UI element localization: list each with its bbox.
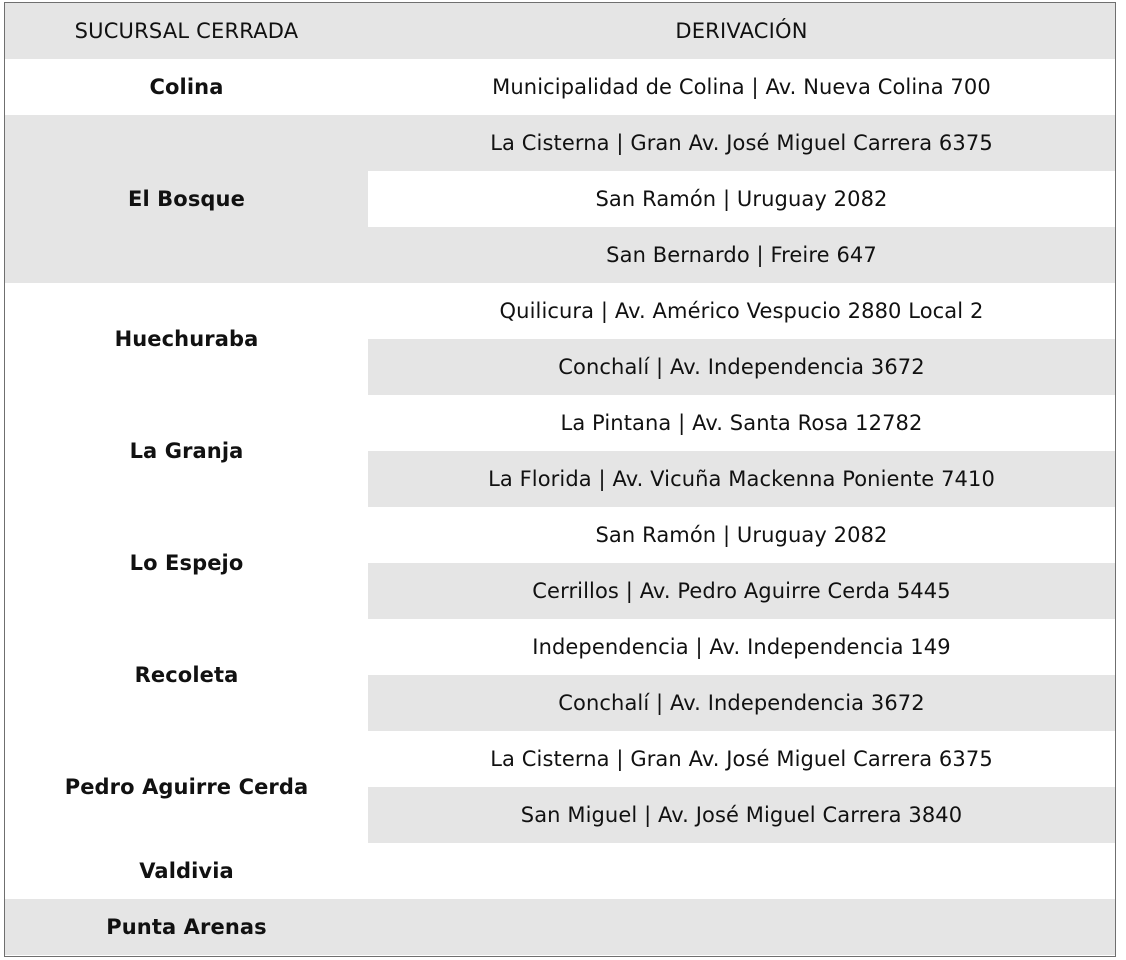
- derivation-address: Quilicura | Av. Américo Vespucio 2880 Local 2: [499, 299, 984, 323]
- derivation-cell: [368, 395, 1115, 451]
- derivation-cell: [368, 619, 1115, 675]
- branch-name: Lo Espejo: [129, 551, 244, 575]
- branch-cell: [5, 619, 368, 731]
- branch-derivation-table: [4, 2, 1116, 957]
- branch-name: El Bosque: [128, 187, 245, 211]
- derivation-address: Municipalidad de Colina | Av. Nueva Colina 700: [492, 75, 991, 99]
- branch-cell: [5, 899, 368, 955]
- branch-cell: [5, 283, 368, 395]
- branch-cell: [5, 115, 368, 283]
- branch-name: Pedro Aguirre Cerda: [64, 775, 309, 799]
- column-header-closed-branch: SUCURSAL CERRADA: [74, 19, 299, 43]
- derivation-address: Conchalí | Av. Independencia 3672: [558, 355, 925, 379]
- branch-cell: [5, 59, 368, 115]
- derivation-cell: [368, 563, 1115, 619]
- derivation-cell: [368, 451, 1115, 507]
- branch-cell: [5, 731, 368, 843]
- derivation-empty-cell: [368, 899, 1115, 955]
- derivation-address: San Bernardo | Freire 647: [606, 243, 877, 267]
- branch-name: Huechuraba: [114, 327, 259, 351]
- derivation-address: La Florida | Av. Vicuña Mackenna Poniente 7410: [488, 467, 995, 491]
- derivation-address: Cerrillos | Av. Pedro Aguirre Cerda 5445: [532, 579, 951, 603]
- branch-name: Recoleta: [134, 663, 239, 687]
- branch-cell: [5, 507, 368, 619]
- derivation-cell: [368, 171, 1115, 227]
- derivation-address: La Cisterna | Gran Av. José Miguel Carrera 6375: [490, 747, 993, 771]
- column-header-derivation: DERIVACIÓN: [675, 19, 808, 43]
- branch-name: Colina: [149, 75, 224, 99]
- derivation-address: La Cisterna | Gran Av. José Miguel Carrera 6375: [490, 131, 993, 155]
- derivation-cell: [368, 115, 1115, 171]
- header-sucursal-cerrada: [5, 3, 368, 59]
- derivation-address: La Pintana | Av. Santa Rosa 12782: [560, 411, 923, 435]
- derivation-cell: [368, 339, 1115, 395]
- derivation-cell: [368, 731, 1115, 787]
- derivation-address: Independencia | Av. Independencia 149: [532, 635, 951, 659]
- header-derivacion: [368, 3, 1115, 59]
- branch-name: Punta Arenas: [106, 915, 267, 939]
- derivation-address: San Miguel | Av. José Miguel Carrera 3840: [520, 803, 963, 827]
- branch-name: Valdivia: [139, 859, 234, 883]
- derivation-cell: [368, 227, 1115, 283]
- derivation-cell: [368, 507, 1115, 563]
- branch-name: La Granja: [129, 439, 244, 463]
- derivation-address: San Ramón | Uruguay 2082: [595, 187, 888, 211]
- derivation-cell: [368, 283, 1115, 339]
- derivation-cell: [368, 787, 1115, 843]
- derivation-address: Conchalí | Av. Independencia 3672: [558, 691, 925, 715]
- derivation-address: San Ramón | Uruguay 2082: [595, 523, 888, 547]
- derivation-empty-cell: [368, 843, 1115, 899]
- derivation-cell: [368, 59, 1115, 115]
- branch-cell: [5, 395, 368, 507]
- derivation-cell: [368, 675, 1115, 731]
- branch-cell: [5, 843, 368, 899]
